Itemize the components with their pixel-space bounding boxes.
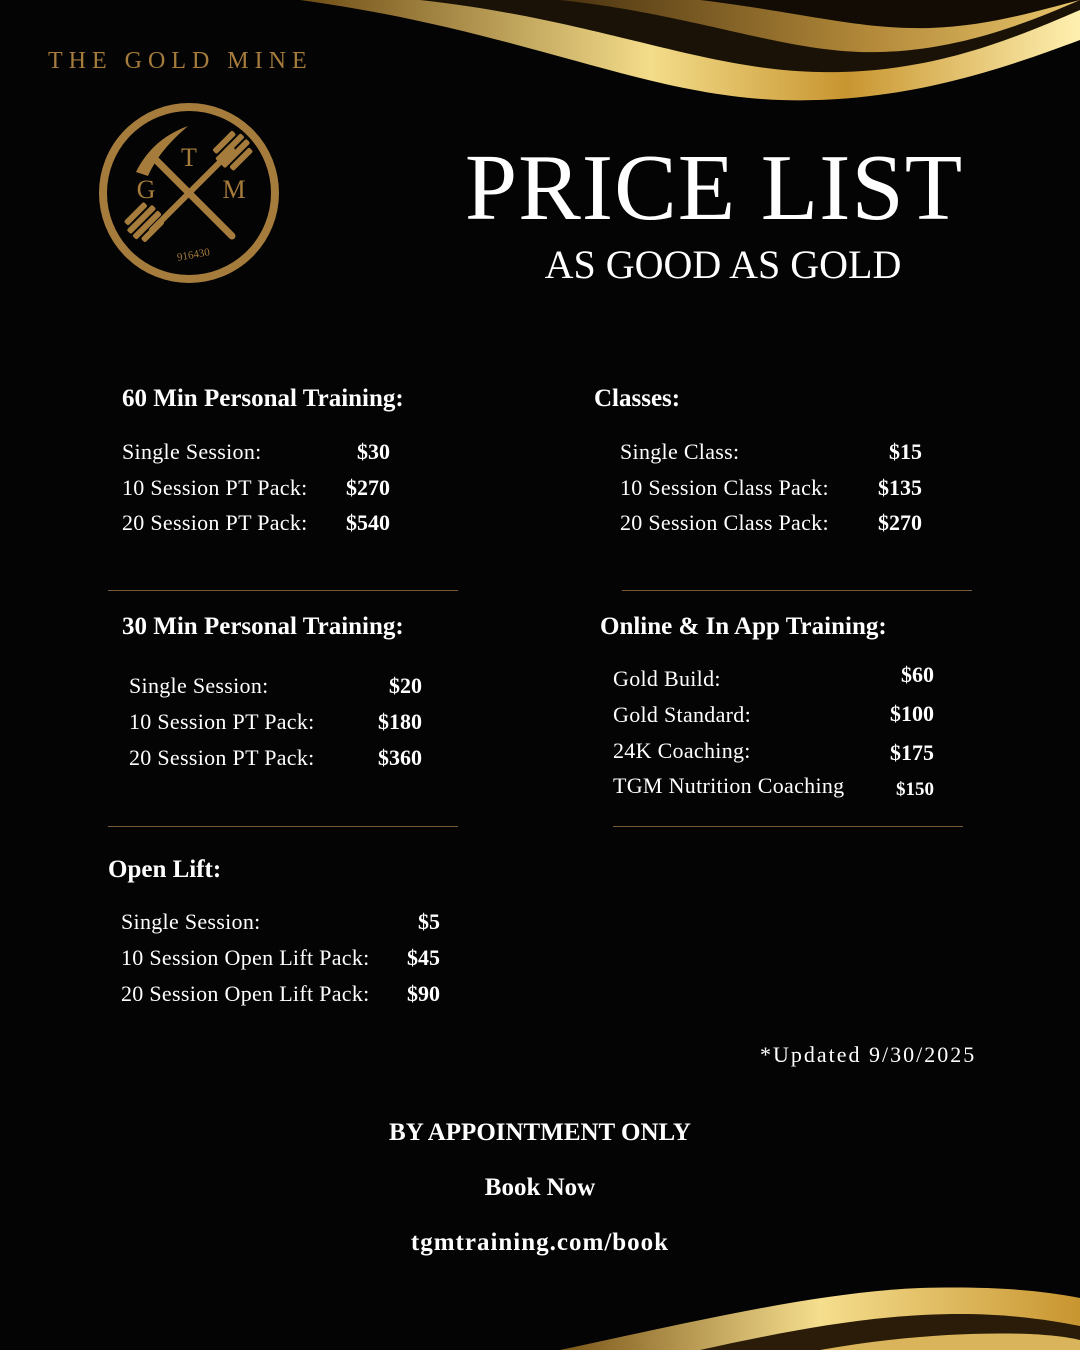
classes-item-label: 20 Session Class Pack: (620, 510, 829, 535)
classes-item-price: $135 (878, 475, 922, 500)
online-item-price: $175 (890, 740, 934, 765)
page-title: PRICE LIST (464, 136, 964, 240)
openlift-item-label: 10 Session Open Lift Pack: (121, 945, 370, 970)
gold-wave-bottom-decoration (0, 1270, 1080, 1350)
openlift-item-price: $5 (418, 909, 440, 934)
brand-name: THE GOLD MINE (48, 48, 313, 74)
pt60-item-label: 20 Session PT Pack: (122, 510, 308, 535)
online-item-price: $150 (896, 779, 934, 800)
classes-item-price: $15 (889, 439, 922, 464)
online-item-label: 24K Coaching: (613, 738, 751, 763)
pt30-item-price: $360 (378, 745, 422, 770)
openlift-item-price: $90 (407, 981, 440, 1006)
openlift-item-label: Single Session: (121, 909, 261, 934)
pt30-item-label: 10 Session PT Pack: (129, 709, 315, 734)
section-divider (622, 590, 972, 591)
classes-item-price: $270 (878, 510, 922, 535)
logo-letter-g: G (136, 175, 156, 204)
classes-item-label: Single Class: (620, 439, 740, 464)
tgm-logo-icon (96, 100, 282, 286)
page-subtitle: AS GOOD AS GOLD (544, 242, 902, 287)
online-item-label: Gold Standard: (613, 702, 752, 727)
online-item-label: Gold Build: (613, 666, 721, 691)
logo-number: 916430 (176, 246, 211, 264)
classes-item-label: 10 Session Class Pack: (620, 475, 829, 500)
openlift-item-label: 20 Session Open Lift Pack: (121, 981, 370, 1006)
section-divider (613, 826, 963, 827)
online-item-label: TGM Nutrition Coaching (613, 773, 845, 798)
pt30-item-label: 20 Session PT Pack: (129, 745, 315, 770)
section-heading-pt60: 60 Min Personal Training: (122, 385, 404, 412)
pt60-item-price: $270 (346, 475, 390, 500)
pt60-item-label: Single Session: (122, 439, 262, 464)
book-now-link[interactable]: Book Now (484, 1174, 596, 1201)
section-heading-classes: Classes: (594, 385, 681, 412)
openlift-item-price: $45 (407, 945, 440, 970)
pt60-item-price: $540 (346, 510, 390, 535)
section-divider (108, 590, 458, 591)
pt60-item-label: 10 Session PT Pack: (122, 475, 308, 500)
pt30-item-price: $180 (378, 709, 422, 734)
updated-date: *Updated 9/30/2025 (760, 1042, 977, 1067)
pt30-item-label: Single Session: (129, 673, 269, 698)
pt30-item-price: $20 (389, 673, 422, 698)
section-divider (108, 826, 458, 827)
online-item-price: $100 (890, 701, 934, 726)
appointment-notice: BY APPOINTMENT ONLY (389, 1119, 691, 1146)
logo-letter-m: M (222, 175, 246, 204)
section-heading-openlift: Open Lift: (108, 856, 222, 883)
section-heading-pt30: 30 Min Personal Training: (122, 613, 404, 640)
logo-letter-t: T (181, 143, 197, 172)
section-heading-online: Online & In App Training: (600, 613, 887, 640)
booking-url-link[interactable]: tgmtraining.com/book (410, 1229, 670, 1256)
pt60-item-price: $30 (357, 439, 390, 464)
online-item-price: $60 (901, 662, 934, 687)
